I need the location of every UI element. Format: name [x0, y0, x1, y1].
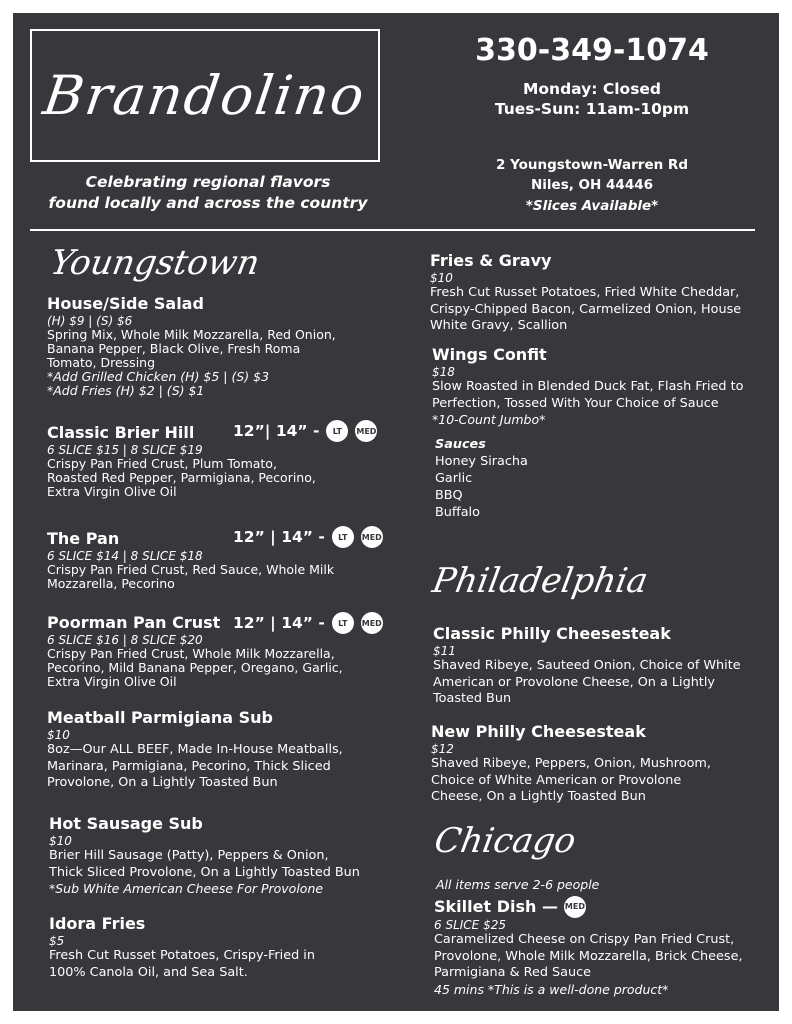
- sauces-list: Sauces Honey Siracha Garlic BBQ Buffalo: [435, 437, 528, 520]
- size-options-brier-hill: 12”| 14” - LT MED: [233, 422, 377, 440]
- list-item: Buffalo: [435, 505, 480, 520]
- lt-badge: LT: [332, 526, 354, 548]
- menu-page: [13, 13, 779, 1011]
- menu-item-skillet-dish: Skillet Dish — MED 6 SLICE $25 Caramelized Cheese on Crispy Pan Fried Crust, Provolone, Whole Milk Mozzarella, Brick Cheese, Parmigiana & Red Sauce 45 mins *This is a well-done product*: [434, 897, 743, 997]
- menu-item-poorman: Poorman Pan Crust 6 SLICE $16 | 8 SLICE $20 Crispy Pan Fried Crust, Whole Milk Mozzarella, Pecorino, Mild Banana Pepper, Oregano, Garlic, Extra Virgin Olive Oil: [47, 613, 343, 689]
- lt-badge: LT: [332, 612, 354, 634]
- menu-item-classic-philly: Classic Philly Cheesesteak $11 Shaved Ribeye, Sauteed Onion, Choice of White American or Provolone Cheese, On a Lightly Toasted Bun: [433, 624, 741, 706]
- med-badge: MED: [355, 420, 377, 442]
- med-badge: MED: [361, 526, 383, 548]
- med-badge: MED: [564, 896, 586, 918]
- section-heading-youngstown: Youngstown: [47, 243, 263, 283]
- slices-note: *Slices Available*: [525, 198, 659, 214]
- menu-item-brier-hill: Classic Brier Hill 6 SLICE $15 | 8 SLICE $19 Crispy Pan Fried Crust, Plum Tomato, Roasted Red Pepper, Parmigiana, Pecorino, Extra Virgin Olive Oil: [47, 423, 316, 499]
- menu-item-new-philly: New Philly Cheesesteak $12 Shaved Ribeye, Peppers, Onion, Mushroom, Choice of White American or Provolone Cheese, On a Lightly Toasted Bun: [431, 722, 711, 804]
- hours: Monday: Closed Tues-Sun: 11am-10pm: [494, 80, 690, 118]
- chicago-serves-note: All items serve 2-6 people: [436, 877, 600, 892]
- logo: Brandolino: [39, 64, 371, 127]
- list-item: Honey Siracha: [435, 454, 528, 469]
- menu-item-hot-sausage-sub: Hot Sausage Sub $10 Brier Hill Sausage (Patty), Peppers & Onion, Thick Sliced Provolone, On a Lightly Toasted Bun *Sub White American Cheese For Provolone: [49, 814, 360, 896]
- menu-item-meatball-sub: Meatball Parmigiana Sub $10 8oz—Our ALL BEEF, Made In-House Meatballs, Marinara, Parmigiana, Pecorino, Thick Sliced Provolone, On a Lightly Toasted Bun: [47, 708, 343, 790]
- menu-item-idora-fries: Idora Fries $5 Fresh Cut Russet Potatoes, Crispy-Fried in 100% Canola Oil, and Sea Salt.: [49, 914, 315, 980]
- menu-item-wings-confit: Wings Confit $18 Slow Roasted in Blended Duck Fat, Flash Fried to Perfection, Tossed With Your Choice of Sauce *10-Count Jumbo*: [432, 345, 744, 427]
- tagline: Celebrating regional flavors found locally and across the country: [48, 173, 368, 212]
- phone-number: 330-349-1074: [475, 33, 709, 68]
- menu-item-house-salad: House/Side Salad (H) $9 | (S) $6 Spring Mix, Whole Milk Mozzarella, Red Onion, Banana Pepper, Black Olive, Fresh Roma Tomato, Dressing *Add Grilled Chicken (H) $5 | (S) $3 *Add Fries (H) $2 | (S) $1: [47, 294, 336, 398]
- logo-box: [30, 29, 380, 162]
- section-heading-philadelphia: Philadelphia: [429, 561, 651, 601]
- section-heading-chicago: Chicago: [431, 821, 579, 861]
- list-item: BBQ: [435, 488, 463, 503]
- size-options-poorman: 12” | 14” - LT MED: [233, 614, 382, 632]
- menu-item-the-pan: The Pan 6 SLICE $14 | 8 SLICE $18 Crispy Pan Fried Crust, Red Sauce, Whole Milk Mozzarella, Pecorino: [47, 529, 335, 591]
- address: 2 Youngstown-Warren Rd Niles, OH 44446: [496, 157, 688, 193]
- menu-item-fries-gravy: Fries & Gravy $10 Fresh Cut Russet Potatoes, Fried White Cheddar, Crispy-Chipped Bacon, Carmelized Onion, House White Gravy, Scallion: [430, 251, 742, 333]
- lt-badge: LT: [326, 420, 348, 442]
- med-badge: MED: [361, 612, 383, 634]
- list-item: Garlic: [435, 471, 473, 486]
- size-options-the-pan: 12” | 14” - LT MED: [233, 528, 382, 546]
- divider: [30, 229, 755, 231]
